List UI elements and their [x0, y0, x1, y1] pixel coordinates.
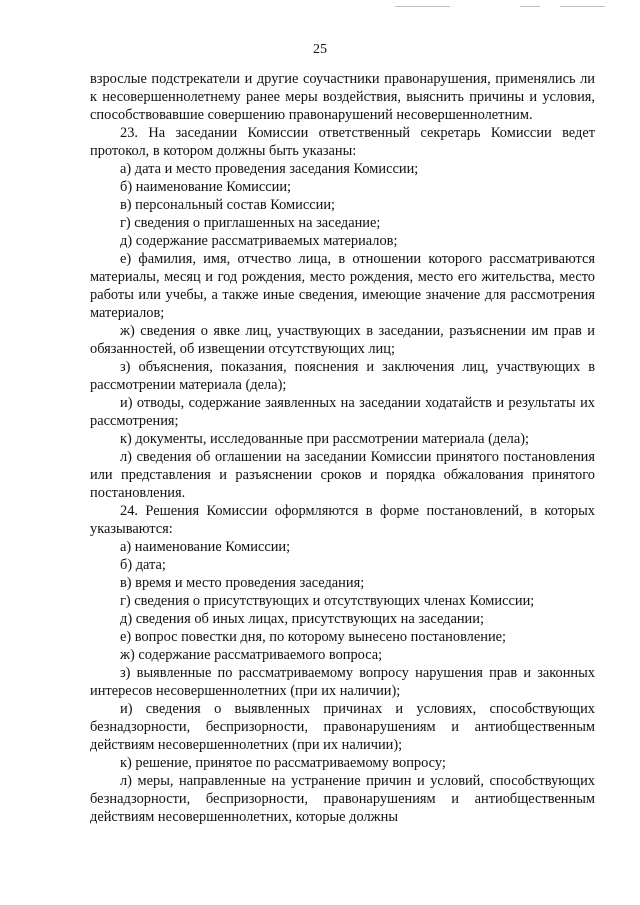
section-23-intro: 23. На заседании Комиссии ответственный секретарь Комиссии ведет протокол, в котором должны быть указаны:	[90, 125, 595, 159]
list-item: в) персональный состав Комиссии;	[120, 197, 336, 213]
list-item: а) наименование Комиссии;	[120, 539, 291, 555]
list-item: к) документы, исследованные при рассмотрении материала (дела);	[120, 431, 530, 447]
list-item: и) отводы, содержание заявленных на заседании ходатайств и результаты их рассмотрения;	[90, 395, 595, 429]
list-item: ж) содержание рассматриваемого вопроса;	[120, 647, 383, 663]
list-item: д) содержание рассматриваемых материалов;	[120, 233, 398, 249]
list-item: в) время и место проведения заседания;	[120, 575, 365, 591]
list-item: г) сведения о присутствующих и отсутствующих членах Комиссии;	[120, 593, 535, 609]
list-item: з) объяснения, показания, пояснения и заключения лиц, участвующих в рассмотрении материала (дела);	[90, 359, 595, 393]
list-item: л) меры, направленные на устранение причин и условий, способствующих безнадзорности, беспризорности, правонарушениям и антиобщественным действиям несовершеннолетних, которые должны	[90, 773, 595, 825]
scan-mark	[395, 6, 450, 7]
page-number: 25	[313, 42, 327, 57]
scan-mark	[520, 6, 540, 7]
section-24-intro: 24. Решения Комиссии оформляются в форме постановлений, в которых указываются:	[90, 503, 595, 537]
list-item: л) сведения об оглашении на заседании Комиссии принятого постановления или представления и разъяснении сроков и порядка обжалования принятого постановления.	[90, 449, 595, 501]
list-item: з) выявленные по рассматриваемому вопросу нарушения прав и законных интересов несовершеннолетних (при их наличии);	[90, 665, 595, 699]
list-item: д) сведения об иных лицах, присутствующих на заседании;	[120, 611, 484, 627]
list-item: ж) сведения о явке лиц, участвующих в заседании, разъяснении им прав и обязанностей, об извещении отсутствующих лиц;	[90, 323, 595, 357]
list-item: б) дата;	[120, 557, 166, 573]
document-body	[90, 70, 595, 826]
list-item: е) фамилия, имя, отчество лица, в отношении которого рассматриваются материалы, месяц и год рождения, место рождения, место его жительства, место работы или учебы, а также иные сведения, имеющие значение для рассмотрения материалов;	[90, 251, 595, 321]
list-item: к) решение, принятое по рассматриваемому вопросу;	[120, 755, 446, 771]
list-item: г) сведения о приглашенных на заседание;	[120, 215, 381, 231]
list-item: и) сведения о выявленных причинах и условиях, способствующих безнадзорности, беспризорности, правонарушениям и антиобщественным действиям несовершеннолетних (при их наличии);	[90, 701, 595, 753]
paragraph-continuation: взрослые подстрекатели и другие соучастники правонарушения, применялись ли к несовершеннолетнему ранее меры воздействия, выяснить причины и условия, способствовавшие совершению правонарушений несовершеннолетним.	[90, 71, 595, 123]
scan-mark	[560, 6, 605, 7]
list-item: б) наименование Комиссии;	[120, 179, 292, 195]
list-item: е) вопрос повестки дня, по которому вынесено постановление;	[120, 629, 507, 645]
list-item: а) дата и место проведения заседания Комиссии;	[120, 161, 419, 177]
